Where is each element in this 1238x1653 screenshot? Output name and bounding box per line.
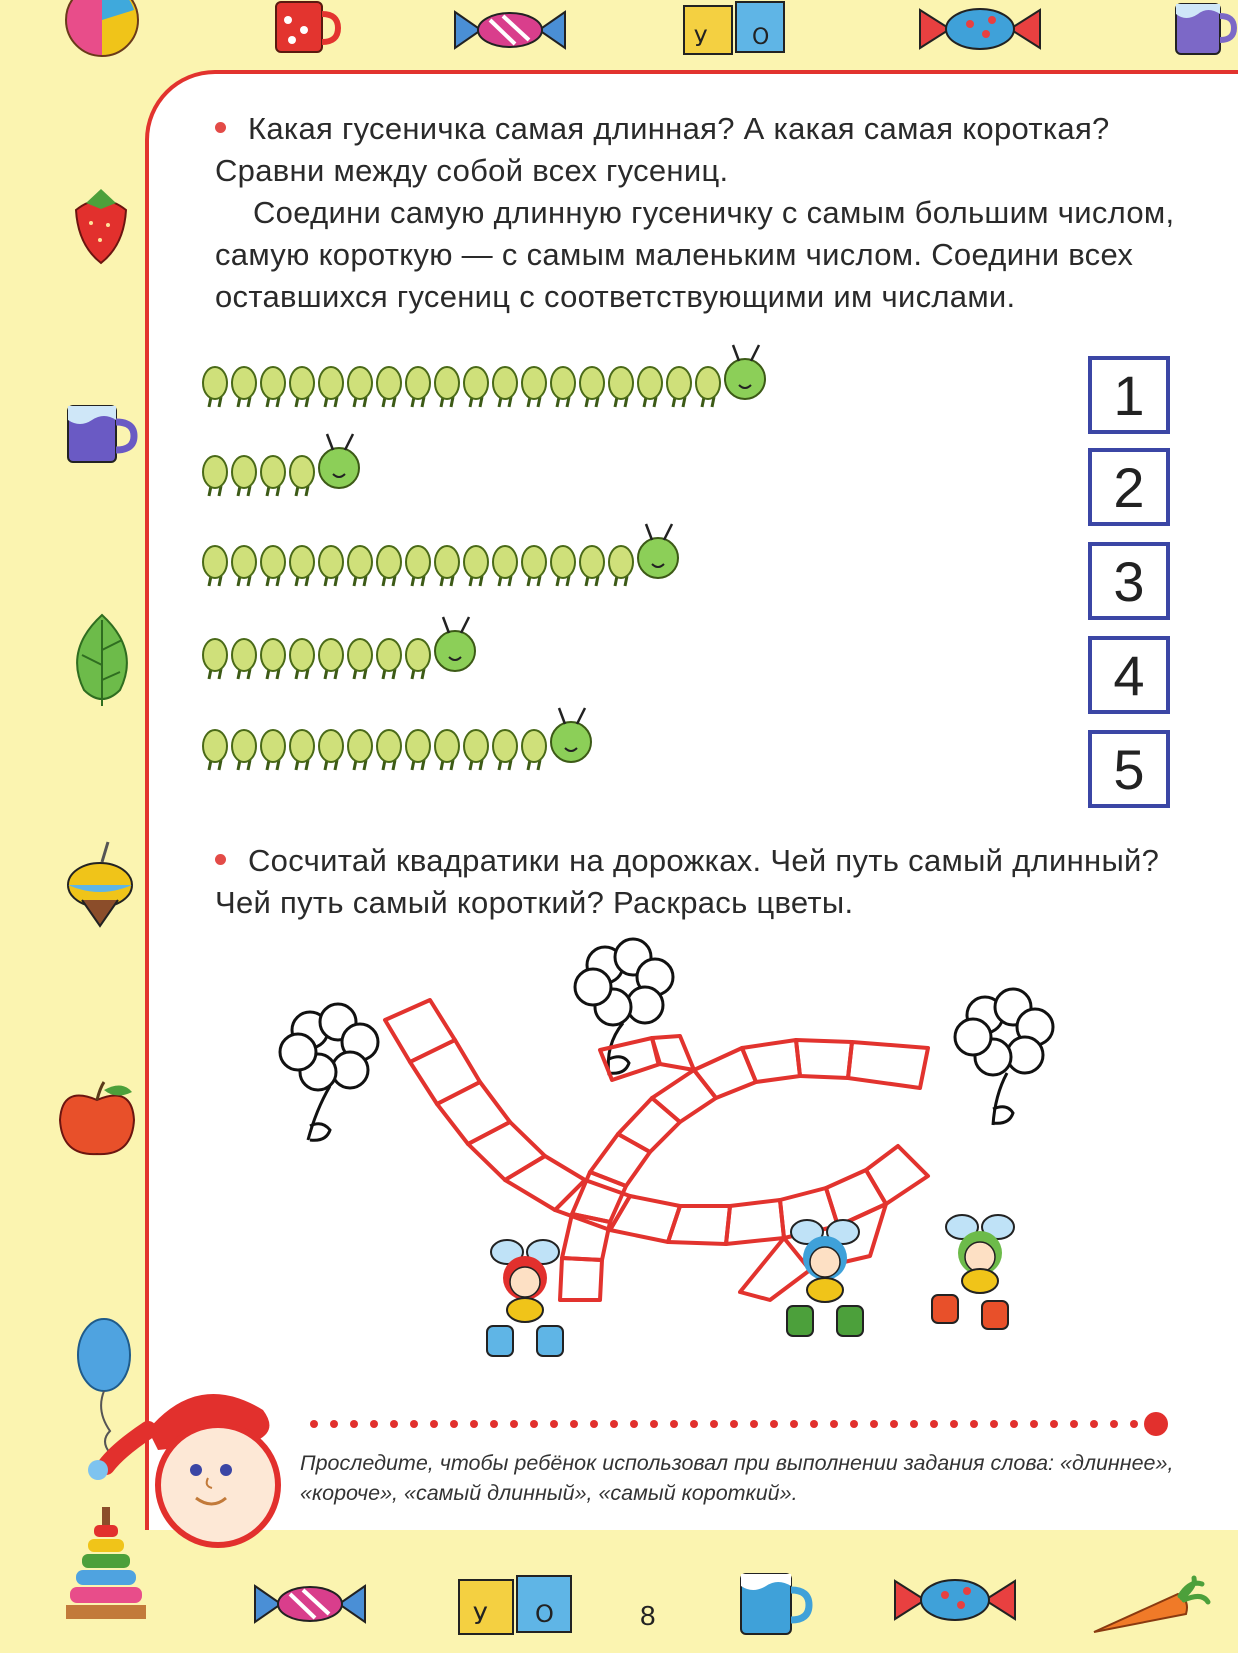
svg-text:У: У	[694, 27, 708, 52]
bee-icon	[765, 1220, 885, 1350]
svg-text:О: О	[752, 25, 770, 50]
page-number: 8	[640, 1600, 656, 1631]
svg-text:О: О	[535, 1600, 554, 1628]
task1-instruction: Соедини самую длинную гусеничку с самым большим числом, самую короткую — с самым маленьким числом. Соедини всех оставшихся гусениц с соответствующими им числами.	[215, 195, 1175, 314]
candy-icon	[895, 1575, 1015, 1625]
task2-text: Сосчитай квадратики на дорожках. Чей путь самый длинный? Чей путь самый короткий? Раскрась цветы.	[215, 843, 1160, 920]
number-box-2: 2	[1088, 448, 1170, 526]
dotted-divider	[310, 1410, 1170, 1440]
bee-icon	[920, 1215, 1040, 1345]
candy-icon	[255, 1582, 365, 1626]
parent-note: Проследите, чтобы ребёнок использовал при выполнении задания слова: «длиннее», «короче», «самый длинный», «самый короткий».	[300, 1451, 1174, 1505]
number-box-1: 1	[1088, 356, 1170, 434]
number-box-3: 3	[1088, 542, 1170, 620]
bee-icon	[465, 1240, 585, 1370]
svg-text:У: У	[473, 1602, 488, 1630]
number-box-4: 4	[1088, 636, 1170, 714]
task1-intro: Какая гусеничка самая длинная? А какая самая короткая? Сравни между собой всех гусениц.	[215, 111, 1110, 188]
carrot-icon	[1090, 1580, 1210, 1640]
mug-icon	[735, 1568, 815, 1643]
blocks-icon	[455, 1570, 575, 1640]
number-box-5: 5	[1088, 730, 1170, 808]
